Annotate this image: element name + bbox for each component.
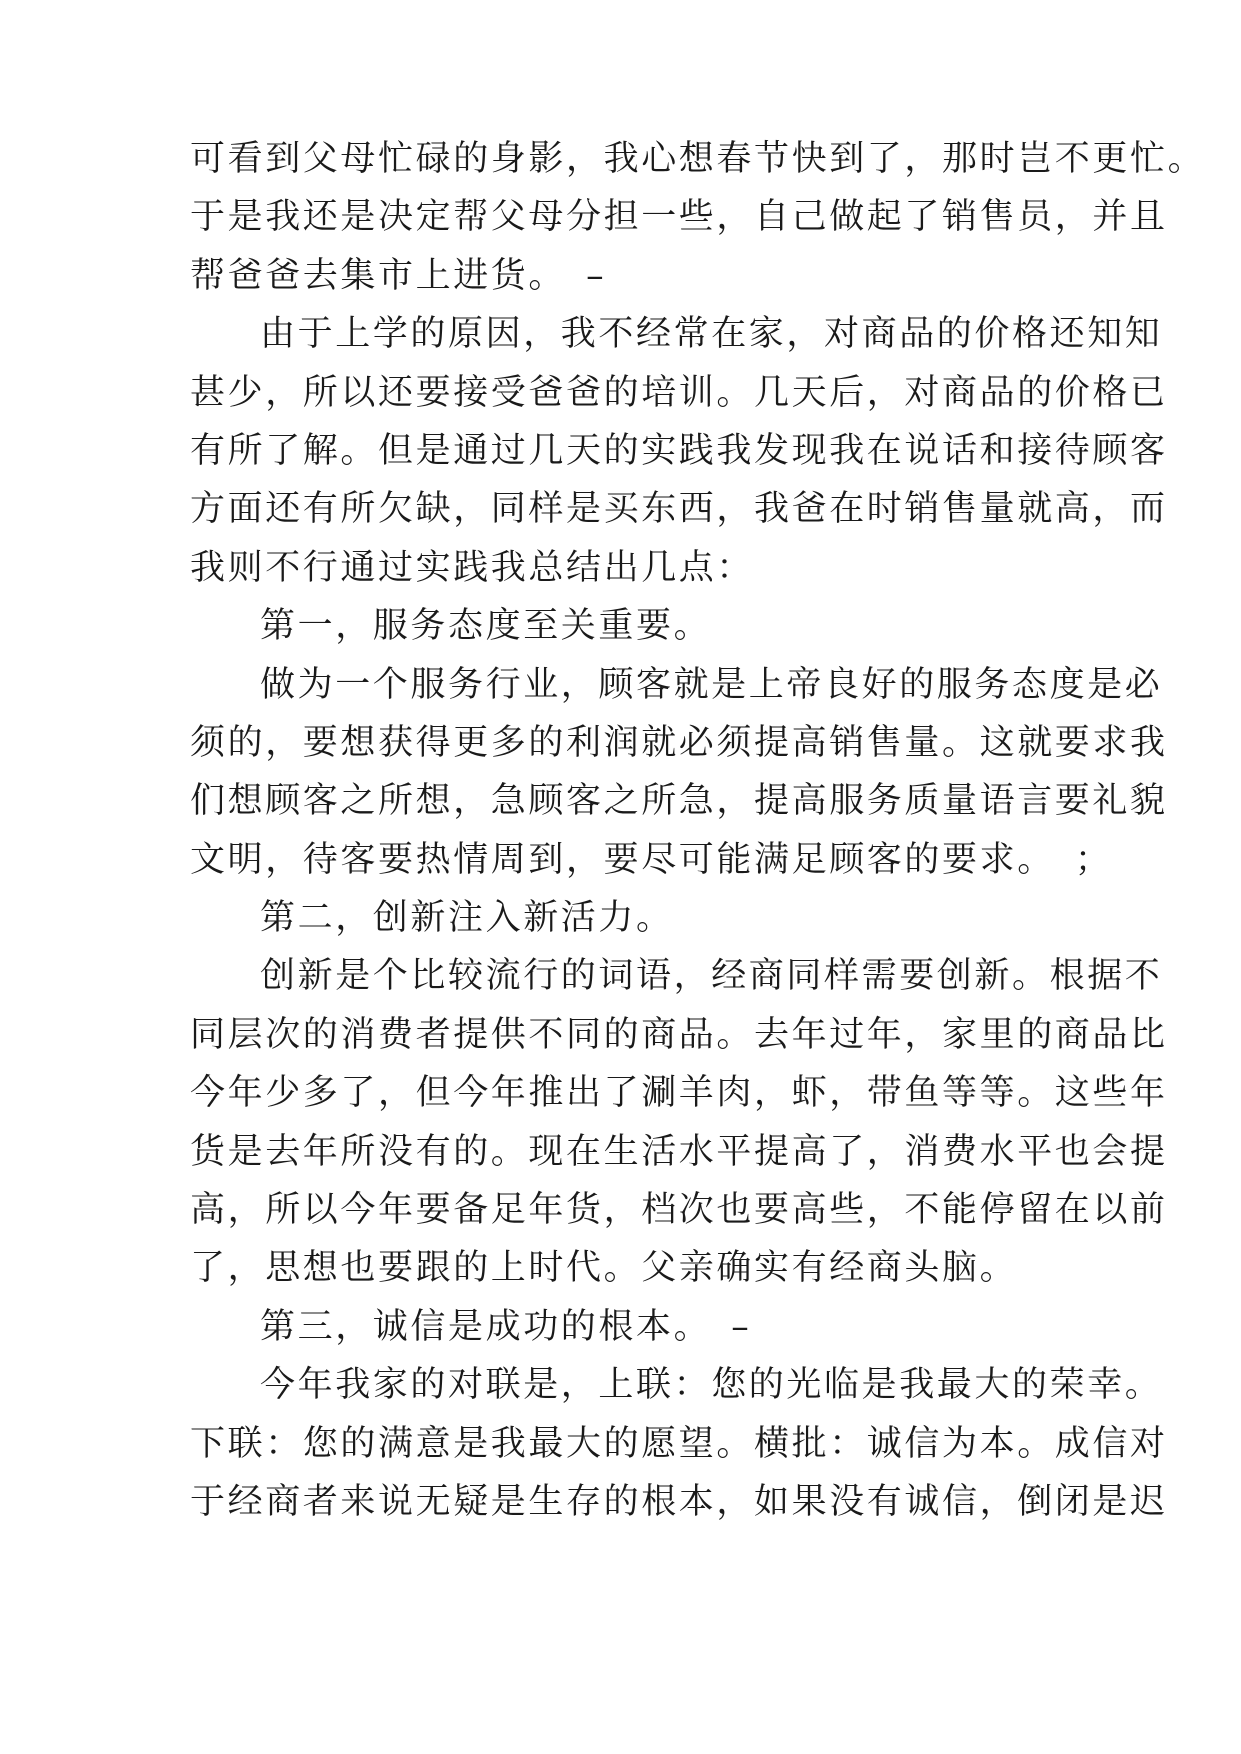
- body-text: [190, 130, 1206, 1531]
- text-line: 同层次的消费者提供不同的商品。去年过年，家里的商品比: [190, 1014, 1168, 1055]
- text-line: 下联：您的满意是我最大的愿望。横批：诚信为本。成信对: [190, 1423, 1168, 1464]
- text-line: 可看到父母忙碌的身影，我心想春节快到了，那时岂不更忙。: [190, 139, 1206, 179]
- text-line: 今年少多了，但今年推出了涮羊肉，虾，带鱼等等。这些年: [190, 1073, 1168, 1114]
- text-line: 高，所以今年要备足年货，档次也要高些，不能停留在以前: [190, 1190, 1168, 1231]
- text-line: 货是去年所没有的。现在生活水平提高了，消费水平也会提: [190, 1131, 1168, 1172]
- text-line: 做为一个服务行业，顾客就是上帝良好的服务态度是必: [260, 664, 1163, 705]
- text-line: 甚少，所以还要接受爸爸的培训。几天后，对商品的价格已: [190, 372, 1168, 413]
- text-line: 须的，要想获得更多的利润就必须提高销售量。这就要求我: [190, 722, 1168, 763]
- text-line: 于经商者来说无疑是生存的根本，如果没有诚信，倒闭是迟: [190, 1481, 1168, 1522]
- text-line: 第一，服务态度至关重要。: [260, 606, 712, 647]
- text-line: 文明，待客要热情周到，要尽可能满足顾客的要求。 ；: [190, 839, 1113, 880]
- text-line: 今年我家的对联是，上联：您的光临是我最大的荣幸。: [260, 1365, 1163, 1406]
- text-line: 有所了解。但是通过几天的实践我发现我在说话和接待顾客: [190, 430, 1168, 471]
- text-line: 于是我还是决定帮父母分担一些，自己做起了销售员，并且: [190, 197, 1168, 238]
- text-line: 第三，诚信是成功的根本。 –: [260, 1306, 752, 1347]
- text-line: 由于上学的原因，我不经常在家，对商品的价格还知知: [260, 314, 1163, 355]
- text-line: 方面还有所欠缺，同样是买东西，我爸在时销售量就高，而: [190, 489, 1168, 530]
- text-line: 第二，创新注入新活力。: [260, 898, 674, 939]
- text-line: 我则不行通过实践我总结出几点：: [190, 547, 755, 588]
- text-line: 了，思想也要跟的上时代。父亲确实有经商头脑。: [190, 1248, 1018, 1289]
- text-line: 们想顾客之所想，急顾客之所急，提高服务质量语言要礼貌: [190, 781, 1168, 822]
- text-line: 帮爸爸去集市上进货。 –: [190, 255, 607, 296]
- text-line: 创新是个比较流行的词语，经商同样需要创新。根据不: [260, 956, 1163, 997]
